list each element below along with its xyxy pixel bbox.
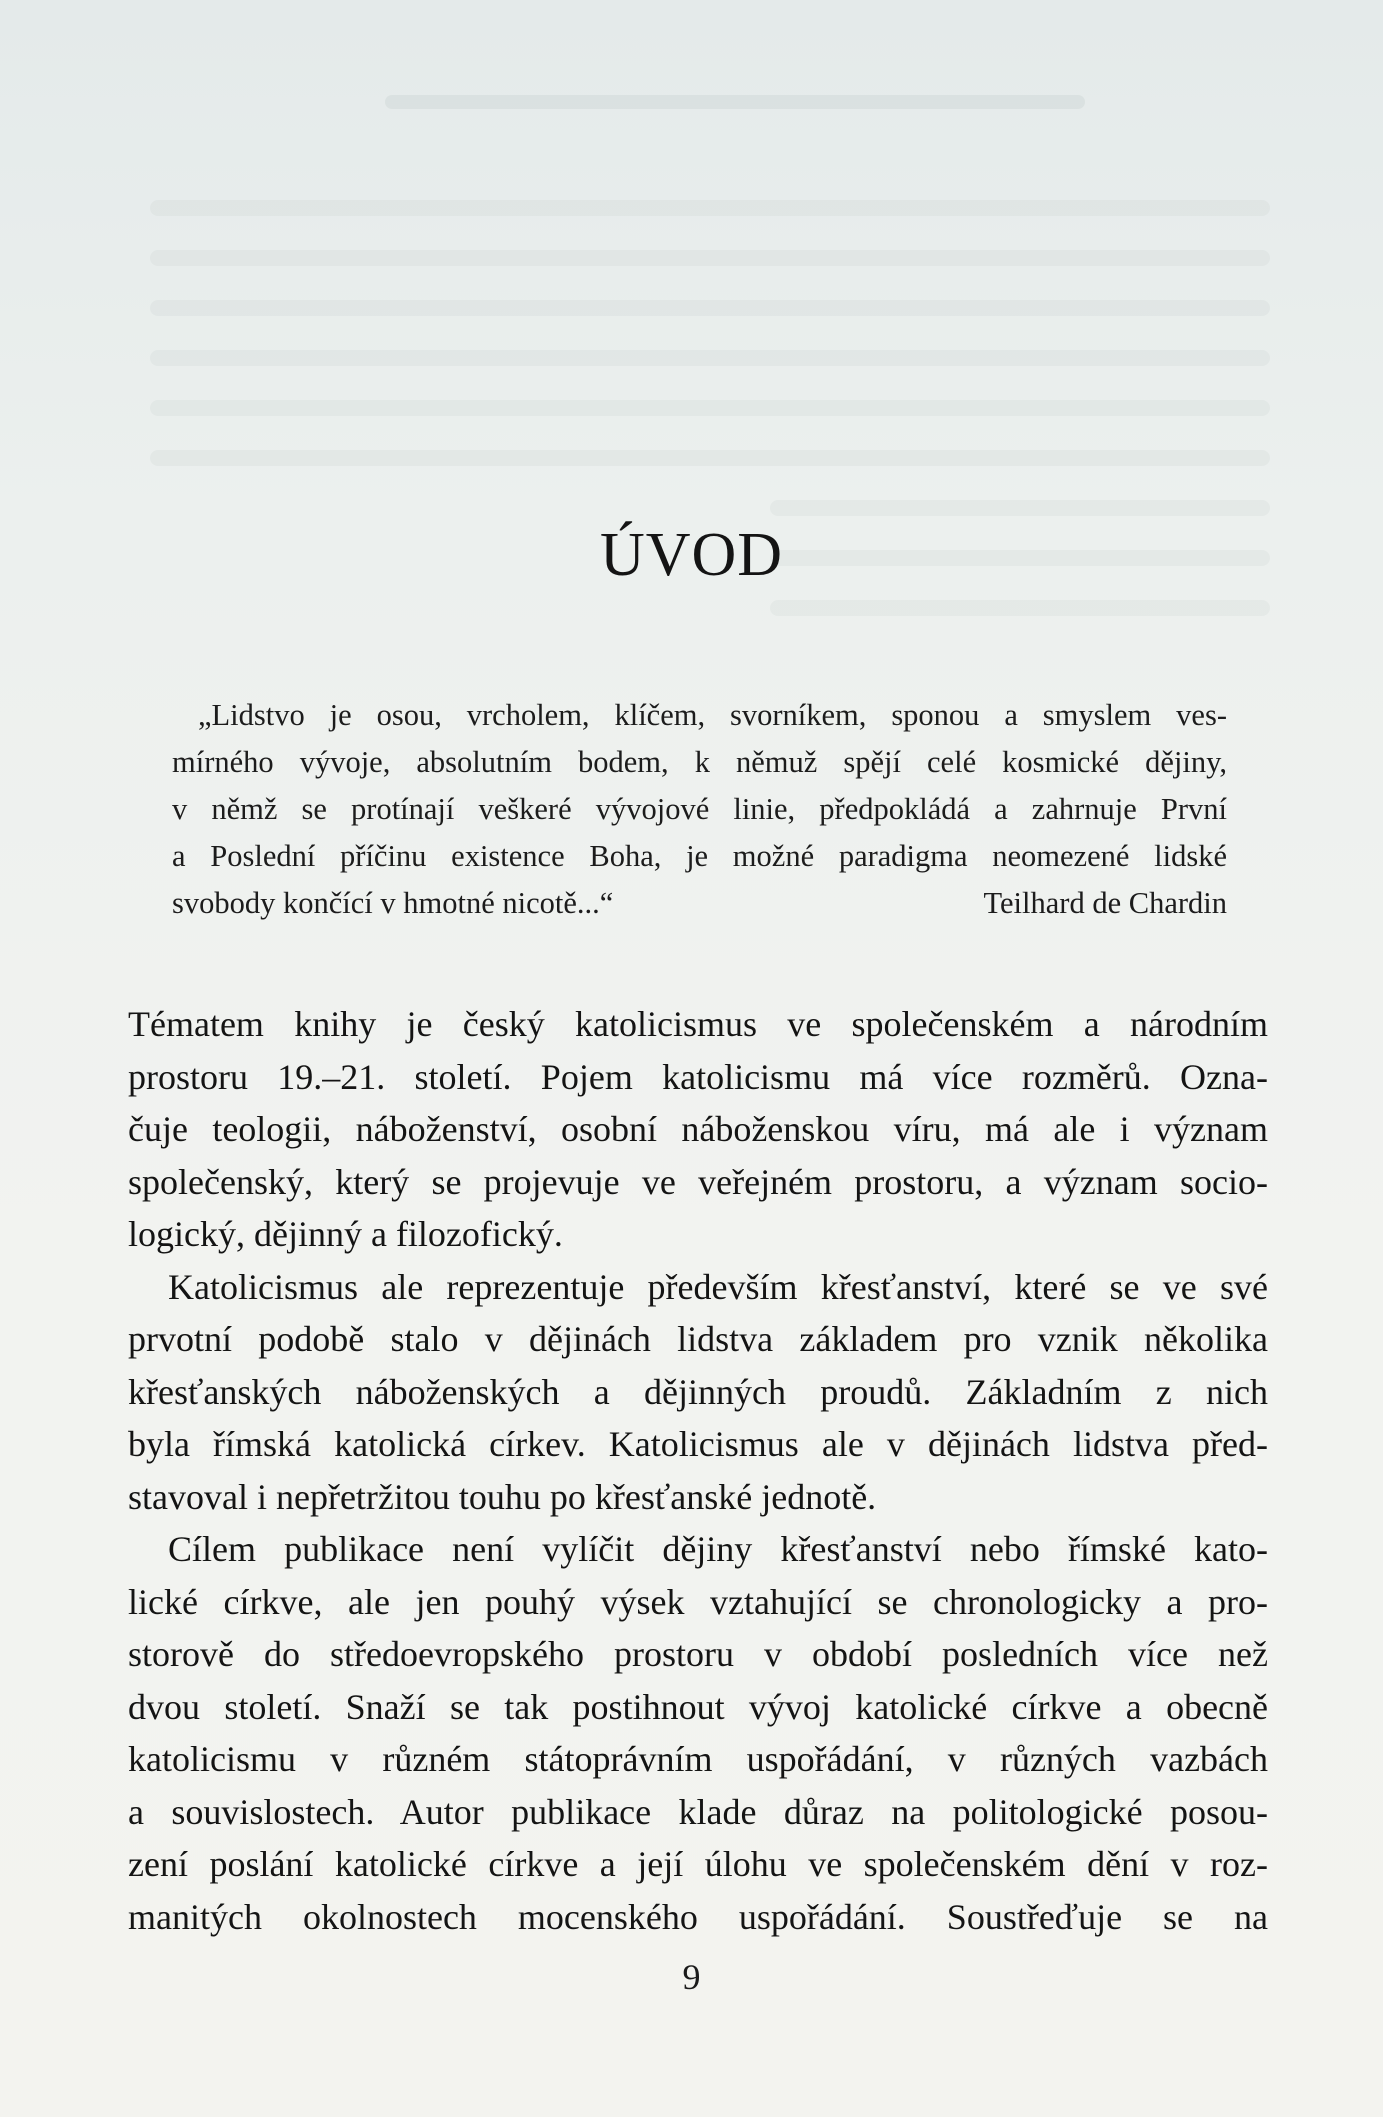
epigraph-line: mírného vývoje, absolutním bodem, k němuž spějí celé kosmické dějiny, bbox=[172, 745, 1227, 779]
show-through-line bbox=[770, 600, 1270, 616]
text-line: křesťanských náboženských a dějinných proudů. Základním z nich bbox=[128, 1371, 1268, 1412]
text-line: prvotní podobě stalo v dějinách lidstva základem pro vznik několika bbox=[128, 1319, 1268, 1359]
text-line: lické církve, ale jen pouhý výsek vztahující se chronologicky a pro- bbox=[128, 1581, 1268, 1622]
chapter-title: ÚVOD bbox=[599, 521, 784, 589]
show-through-line bbox=[150, 400, 1270, 416]
text-line: zení poslání katolické církve a její úlohu ve společenském dění v roz- bbox=[128, 1844, 1268, 1884]
show-through-line bbox=[770, 500, 1270, 516]
show-through-line bbox=[150, 300, 1270, 316]
text-line: stavoval i nepřetržitou touhu po křesťanské jednotě. bbox=[128, 1476, 877, 1517]
show-through-line bbox=[150, 200, 1270, 216]
text-line: manitých okolnostech mocenského uspořádání. Soustřeďuje se na bbox=[128, 1896, 1268, 1937]
text-line: logický, dějinný a filozofický. bbox=[128, 1214, 563, 1254]
show-through-header bbox=[385, 95, 1085, 109]
epigraph-line: „Lidstvo je osou, vrcholem, klíčem, svorníkem, sponou a smyslem ves- bbox=[198, 698, 1227, 732]
epigraph-line: v němž se protínají veškeré vývojové linie, předpokládá a zahrnuje První bbox=[172, 792, 1227, 826]
text-line: dvou století. Snaží se tak postihnout vývoj katolické církve a obecně bbox=[128, 1686, 1268, 1727]
paragraph bbox=[128, 1261, 1268, 1524]
text-line: byla římská katolická církev. Katolicismus ale v dějinách lidstva před- bbox=[128, 1424, 1268, 1464]
text-line: prostoru 19.–21. století. Pojem katolicismu má více rozměrů. Ozna- bbox=[128, 1056, 1268, 1097]
paragraph bbox=[128, 1523, 1268, 1943]
epigraph-last-line bbox=[172, 880, 1227, 927]
text-line: a souvislostech. Autor publikace klade důraz na politologické posou- bbox=[128, 1791, 1268, 1832]
epigraph bbox=[172, 692, 1227, 927]
text-line: společenský, který se projevuje ve veřejném prostoru, a význam socio- bbox=[128, 1161, 1268, 1202]
epigraph-line: svobody končící v hmotné nicotě...“ bbox=[172, 886, 614, 920]
paragraph bbox=[128, 998, 1268, 1261]
text-line: Katolicismus ale reprezentuje především křesťanství, které se ve své bbox=[168, 1266, 1268, 1307]
text-line: Cílem publikace není vylíčit dějiny křesťanství nebo římské kato- bbox=[168, 1529, 1268, 1569]
text-line: Tématem knihy je český katolicismus ve společenském a národním bbox=[128, 1004, 1268, 1044]
show-through-line bbox=[150, 450, 1270, 466]
epigraph-author: Teilhard de Chardin bbox=[983, 886, 1227, 920]
text-line: storově do středoevropského prostoru v období posledních více než bbox=[128, 1634, 1268, 1674]
epigraph-line: a Poslední příčinu existence Boha, je možné paradigma neomezené lidské bbox=[172, 839, 1227, 873]
show-through-line bbox=[150, 250, 1270, 266]
body-text bbox=[128, 998, 1268, 1943]
page-number: 9 bbox=[682, 1957, 701, 1997]
text-line: katolicismu v různém státoprávním uspořádání, v různých vazbách bbox=[128, 1739, 1268, 1779]
show-through-line bbox=[150, 350, 1270, 366]
text-line: čuje teologii, náboženství, osobní náboženskou víru, má ale i význam bbox=[128, 1109, 1268, 1149]
